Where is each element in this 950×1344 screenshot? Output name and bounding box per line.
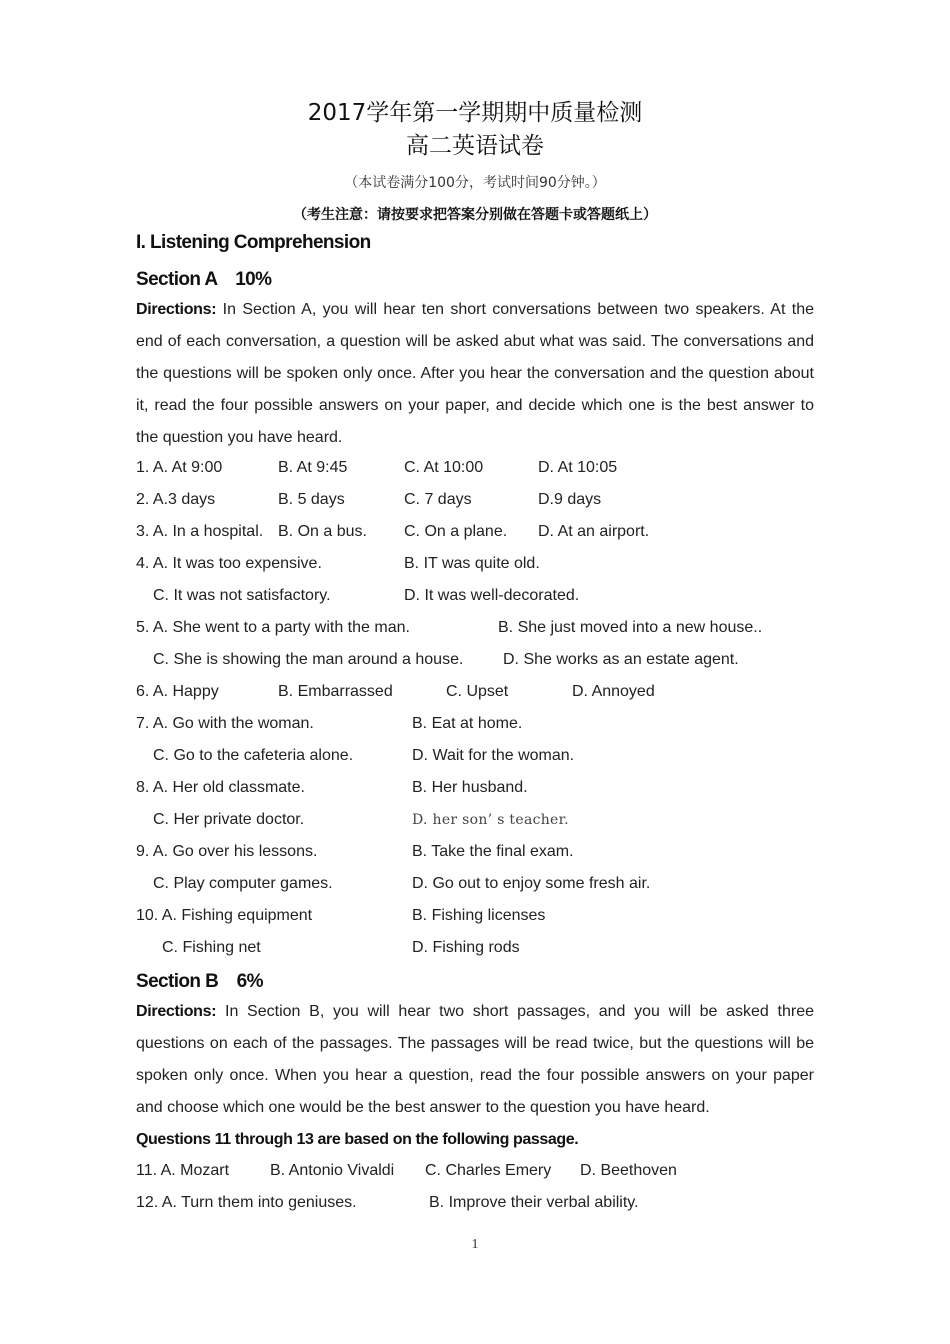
option-d: D. Fishing rods xyxy=(412,939,520,956)
exam-instruction-note: （考生注意：请按要求把答案分别做在答题卡或答题纸上） xyxy=(293,207,657,223)
option-a: 5. A. She went to a party with the man. xyxy=(136,619,410,636)
question-12 xyxy=(0,1194,950,1226)
option-a: 12. A. Turn them into geniuses. xyxy=(136,1194,357,1211)
question-4-line-1 xyxy=(0,555,950,587)
option-a: 3. A. In a hospital. xyxy=(136,523,264,540)
exam-score-note: （本试卷满分100分，考试时间90分钟。） xyxy=(344,175,606,191)
option-b: B. 5 days xyxy=(278,491,345,508)
option-d: D. Wait for the woman. xyxy=(412,747,575,764)
question-9-line-1 xyxy=(0,843,950,875)
exam-subtitle: 高二英语试卷 xyxy=(406,133,544,159)
option-c: C. Upset xyxy=(446,683,509,700)
exam-title: 2017学年第一学期期中质量检测 xyxy=(307,100,643,126)
question-3 xyxy=(0,523,950,555)
option-b: B. Her husband. xyxy=(412,779,528,796)
option-b: B. IT was quite old. xyxy=(404,555,540,572)
question-8-line-2 xyxy=(0,811,950,843)
option-d: D. her son’ s teacher. xyxy=(412,812,569,828)
question-5-line-1 xyxy=(0,619,950,651)
option-c: C. Fishing net xyxy=(162,939,261,956)
option-d: D. Annoyed xyxy=(572,683,655,700)
option-b: B. Eat at home. xyxy=(412,715,523,732)
option-a: 9. A. Go over his lessons. xyxy=(136,843,318,860)
question-5-line-2 xyxy=(0,651,950,683)
option-a: 4. A. It was too expensive. xyxy=(136,555,322,572)
directions-text: In Section B, you will hear two short passages, and you will be asked three questions on each of the passages. The passages will be read twice, but the questions will be spoken only once. When you hear a question, read the four possible answers on your paper and choose which one would be the best answer to the question you have heard. xyxy=(136,1003,814,1116)
option-a: 11. A. Mozart xyxy=(136,1162,230,1179)
option-a: 6. A. Happy xyxy=(136,683,219,700)
option-d: D. It was well-decorated. xyxy=(404,587,580,604)
option-d: D. Beethoven xyxy=(580,1162,677,1179)
option-c: C. Go to the cafeteria alone. xyxy=(153,747,354,764)
option-a: 1. A. At 9:00 xyxy=(136,459,223,476)
option-b: B. Antonio Vivaldi xyxy=(270,1162,395,1179)
option-b: B. Take the final exam. xyxy=(412,843,574,860)
part-heading-listening: I. Listening Comprehension xyxy=(136,232,371,253)
question-8-line-1 xyxy=(0,779,950,811)
option-d: D. She works as an estate agent. xyxy=(503,651,739,668)
section-b-directions xyxy=(136,996,814,1124)
page-number: 1 xyxy=(471,1237,479,1252)
question-10-line-1 xyxy=(0,907,950,939)
option-c: C. It was not satisfactory. xyxy=(153,587,331,604)
question-11 xyxy=(0,1162,950,1194)
question-9-line-2 xyxy=(0,875,950,907)
option-b: B. Embarrassed xyxy=(278,683,393,700)
option-a: 2. A.3 days xyxy=(136,491,216,508)
option-b: B. Improve their verbal ability. xyxy=(429,1194,639,1211)
directions-label: Directions: xyxy=(136,1003,217,1020)
question-1 xyxy=(0,459,950,491)
option-d: D.9 days xyxy=(538,491,602,508)
question-4-line-2 xyxy=(0,587,950,619)
option-c: C. Charles Emery xyxy=(425,1162,552,1179)
option-b: B. On a bus. xyxy=(278,523,367,540)
option-b: B. Fishing licenses xyxy=(412,907,546,924)
question-7-line-1 xyxy=(0,715,950,747)
question-6 xyxy=(0,683,950,715)
option-a: 10. A. Fishing equipment xyxy=(136,907,313,924)
option-d: D. Go out to enjoy some fresh air. xyxy=(412,875,651,892)
option-b: B. At 9:45 xyxy=(278,459,348,476)
option-c: C. She is showing the man around a house. xyxy=(153,651,464,668)
option-d: D. At an airport. xyxy=(538,523,650,540)
section-a-directions xyxy=(136,294,814,454)
option-c: C. On a plane. xyxy=(404,523,508,540)
option-d: D. At 10:05 xyxy=(538,459,618,476)
section-a-heading: Section A 10% xyxy=(136,269,272,290)
question-7-line-2 xyxy=(0,747,950,779)
option-a: 7. A. Go with the woman. xyxy=(136,715,314,732)
directions-text: In Section A, you will hear ten short conversations between two speakers. At the end of each conversation, a question will be asked abut what was said. The conversations and the questions will be spoken only once. After you hear the conversation and the question about it, read the four possible answers on your paper, and decide which one is the best answer to the question you have heard. xyxy=(136,301,814,446)
passage-intro: Questions 11 through 13 are based on the following passage. xyxy=(136,1131,579,1148)
directions-label: Directions: xyxy=(136,301,217,318)
option-b: B. She just moved into a new house.. xyxy=(498,619,763,636)
section-b-heading: Section B 6% xyxy=(136,971,263,992)
option-a: 8. A. Her old classmate. xyxy=(136,779,305,796)
option-c: C. 7 days xyxy=(404,491,472,508)
option-c: C. Play computer games. xyxy=(153,875,333,892)
option-c: C. Her private doctor. xyxy=(153,811,305,828)
option-c: C. At 10:00 xyxy=(404,459,484,476)
question-2 xyxy=(0,491,950,523)
